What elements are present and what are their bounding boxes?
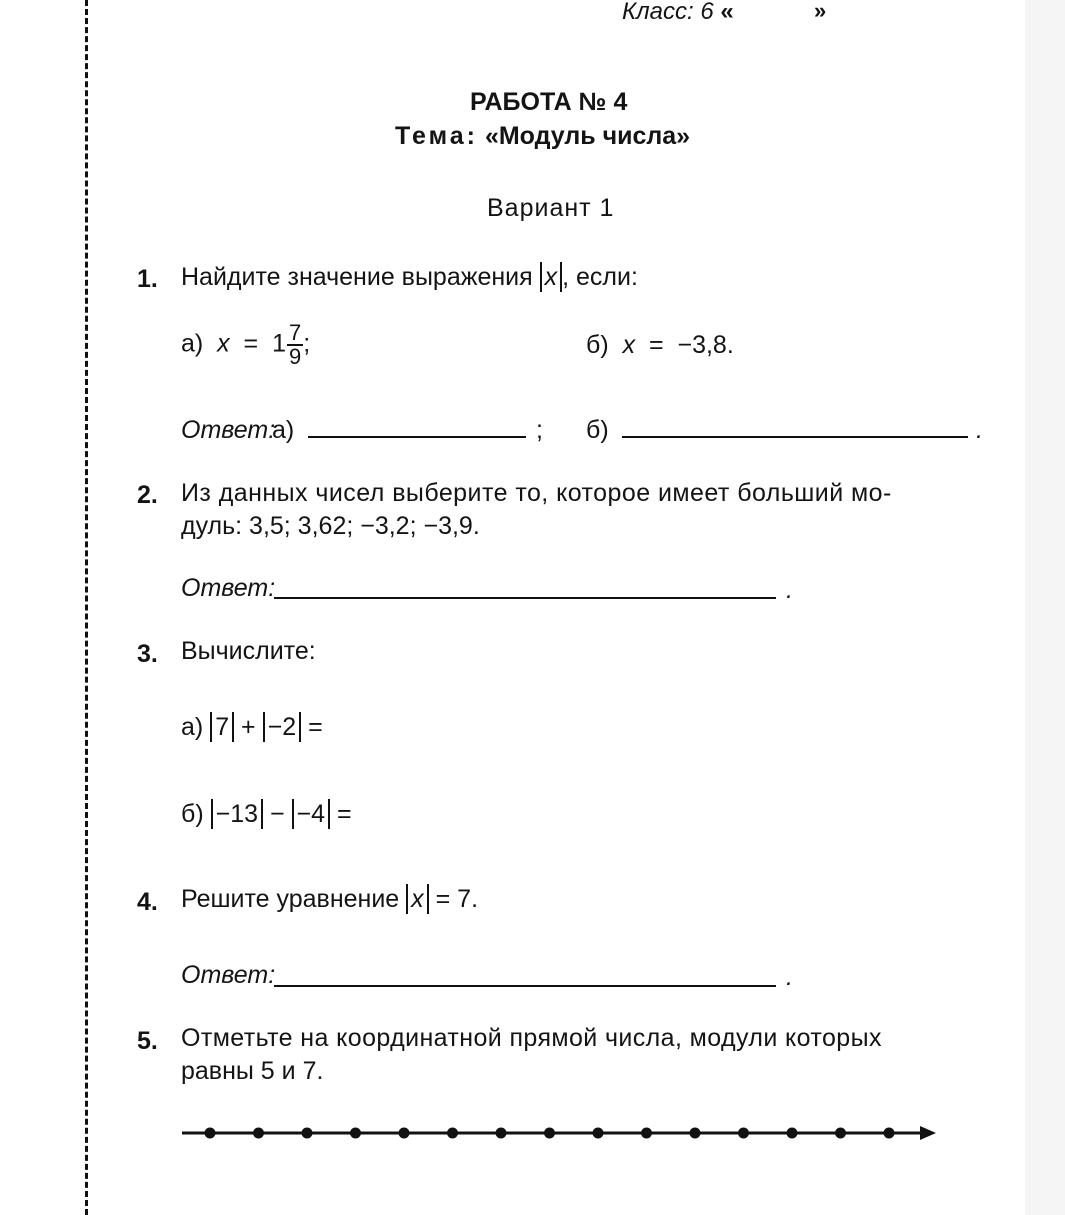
task-1-text: Найдите значение выражения x , если: — [181, 263, 638, 291]
number-line-tick[interactable] — [253, 1128, 264, 1139]
number-line-tick[interactable] — [593, 1128, 604, 1139]
abs-expr: −4 — [292, 799, 331, 829]
number-line-tick[interactable] — [787, 1128, 798, 1139]
task-1-answer-label: Ответ: — [181, 416, 276, 444]
task-1-number: 1. — [137, 265, 158, 293]
task-1-answer-sep: ; — [536, 416, 543, 444]
task-3-text: Вычислите: — [181, 637, 316, 665]
number-line-tick[interactable] — [350, 1128, 361, 1139]
class-quote-close: » — [814, 0, 827, 23]
task-4-answer-end: . — [786, 963, 793, 991]
work-title: РАБОТА № 4 — [470, 88, 628, 116]
task-1-part-b: б) x = −3,8. — [586, 331, 734, 359]
task-5-line-2: равны 5 и 7. — [181, 1057, 324, 1085]
number-line-tick[interactable] — [544, 1128, 555, 1139]
variant-label: Вариант 1 — [487, 194, 615, 222]
task-3-part-b: б) −13 − −4 = — [181, 800, 352, 828]
task-4-answer-field[interactable] — [274, 985, 776, 987]
abs-x: x — [406, 884, 429, 914]
number-line-tick[interactable] — [302, 1128, 313, 1139]
number-line-tick[interactable] — [641, 1128, 652, 1139]
abs-x: x — [540, 262, 563, 292]
abs-expr: −2 — [263, 712, 302, 742]
class-header: Класс: 6 « — [622, 0, 734, 25]
task-5-number: 5. — [137, 1027, 158, 1055]
number-line-tick[interactable] — [884, 1128, 895, 1139]
number-line-tick[interactable] — [447, 1128, 458, 1139]
page-gutter — [1025, 0, 1065, 1215]
cut-line — [85, 0, 88, 1215]
number-line-tick[interactable] — [205, 1128, 216, 1139]
task-1-answer-a-field[interactable] — [308, 436, 526, 438]
task-4-answer-label: Ответ: — [181, 961, 276, 989]
task-5-line-1: Отметьте на координатной прямой числа, модули которых — [181, 1024, 882, 1052]
task-2-answer-end: . — [786, 576, 793, 604]
abs-expr: 7 — [210, 712, 234, 742]
task-2-line-1: Из данных чисел выберите то, которое имеет больший мо- — [181, 479, 892, 507]
abs-expr: −13 — [211, 799, 263, 829]
task-4-number: 4. — [137, 888, 158, 916]
task-1-answer-a-label: а) — [272, 416, 295, 444]
task-2-number: 2. — [137, 481, 158, 509]
number-line-tick[interactable] — [738, 1128, 749, 1139]
task-3-number: 3. — [137, 640, 158, 668]
task-2-line-2: дуль: 3,5; 3,62; −3,2; −3,9. — [181, 512, 480, 540]
topic-line: Тема: «Модуль числа» — [395, 122, 691, 150]
task-1-part-a: а) x = 1 $\frac{7}{9}$ ; — [181, 320, 311, 369]
number-line-tick[interactable] — [496, 1128, 507, 1139]
number-line-tick[interactable] — [690, 1128, 701, 1139]
number-line-tick[interactable] — [835, 1128, 846, 1139]
task-2-answer-label: Ответ: — [181, 574, 276, 602]
fraction: $\frac{7}{9}$ — [288, 320, 302, 369]
task-4-text: Решите уравнение x = 7. — [181, 885, 479, 913]
task-1-answer-b-field[interactable] — [622, 436, 968, 438]
task-3-part-a: а) 7 + −2 = — [181, 713, 323, 741]
task-1-answer-end: . — [976, 416, 983, 444]
number-line-tick[interactable] — [399, 1128, 410, 1139]
coordinate-line[interactable] — [180, 1118, 942, 1148]
task-2-answer-field[interactable] — [274, 597, 776, 599]
task-1-answer-b-label: б) — [586, 416, 609, 444]
axis-arrow — [920, 1126, 936, 1140]
